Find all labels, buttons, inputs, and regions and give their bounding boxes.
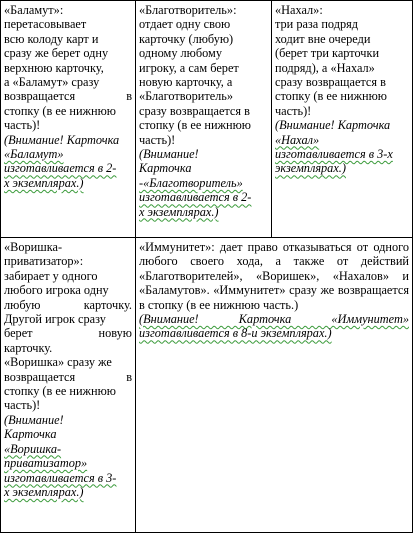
card-vorishka-line: «Воришка» сразу же [4, 355, 112, 370]
card-immunitet-cell [135, 237, 413, 533]
card-balamut-line: сразу же берет одну [4, 46, 109, 61]
card-nahal-line: стопку (в ее нижнюю [275, 89, 387, 104]
card-vorishka-line: любого игрока одну [4, 283, 109, 298]
card-balamut-line: часть)! [4, 118, 41, 133]
card-nahal-line: три раза подряд [275, 17, 359, 32]
card-blagotvoritel-name: «Благотворитель»: [139, 3, 237, 17]
card-balamut-line: возвращается в [4, 89, 132, 104]
card-vorishka-cell [0, 237, 136, 533]
card-blagotvoritel-note: х экземплярах.) [139, 204, 219, 219]
card-vorishka-line: карточку. [4, 340, 53, 355]
card-immunitet-text: «Иммунитет»: дает право отказываться от одного любого своего хода, а также от действий «Благотворителей», «Воришек», «Нахалов» и «Баламутов». «Иммунитет» сразу же возвращается в стопку (в ее нижнюю часть.) [139, 240, 409, 312]
card-blagotvoritel-line: одному любому [139, 46, 222, 61]
card-vorishka-line: берет новую [4, 326, 132, 341]
card-nahal-note: изготавливается в 3-х [275, 147, 393, 162]
card-balamut-name: «Баламут»: [4, 3, 64, 17]
card-balamut-note: (Внимание! Карточка [4, 132, 120, 147]
card-blagotvoritel-note: (Внимание! [139, 147, 199, 162]
card-balamut-line: верхнюю карточку, [4, 60, 104, 75]
card-vorishka-name: «Воришка- [4, 240, 63, 254]
card-blagotvoritel-line: игроку, а сам берет [139, 60, 239, 75]
card-nahal-cell [271, 0, 413, 238]
card-vorishka-note: х экземплярах.) [4, 484, 84, 499]
card-blagotvoritel-line: часть)! [139, 132, 176, 147]
card-balamut-line: а «Баламут» сразу [4, 75, 100, 90]
card-nahal-name: «Нахал»: [275, 3, 323, 17]
card-immunitet-note: (Внимание! Карточка «Иммунитет» изготавливается в 8-и экземплярах.) [139, 312, 409, 341]
card-vorishka-line: Другой игрок сразу [4, 312, 106, 327]
card-nahal-note: «Нахал» [275, 132, 320, 147]
card-vorishka-line: возвращается в [4, 369, 132, 384]
card-blagotvoritel-line: стопку (в ее нижнюю [139, 118, 251, 133]
card-blagotvoritel-line: новую карточку, а [139, 75, 233, 90]
card-blagotvoritel-line: «Благотворитель» [139, 89, 234, 104]
card-vorishka-line: любую карточку. [4, 297, 132, 312]
card-nahal-line: ходит вне очереди [275, 31, 371, 46]
card-vorishka-note: (Внимание! [4, 412, 64, 427]
card-vorishka-note: приватизатор» [4, 456, 88, 471]
card-nahal-note: экземплярах.) [275, 161, 346, 176]
card-blagotvoritel-line: отдает одну свою [139, 17, 231, 32]
card-balamut-line: всю колоду карт и [4, 31, 99, 46]
card-vorishka-note: «Воришка- [4, 441, 62, 456]
card-nahal-line: (берет три карточки [275, 46, 380, 61]
card-nahal-note: (Внимание! Карточка [275, 118, 391, 133]
card-nahal-line: сразу возвращается в [275, 75, 386, 90]
card-blagotvoritel-line: сразу возвращается в [139, 103, 250, 118]
card-blagotvoritel-note: изготавливается в 2- [139, 190, 252, 205]
card-balamut-cell [0, 0, 136, 238]
card-vorishka-line: стопку (в ее нижнюю [4, 384, 116, 399]
card-blagotvoritel-cell [135, 0, 272, 238]
card-vorishka-note: изготавливается в 3- [4, 470, 117, 485]
card-vorishka-line: часть)! [4, 398, 41, 413]
card-vorishka-line: забирает у одного [4, 268, 98, 283]
card-blagotvoritel-note: -«Благотворитель» [139, 175, 243, 190]
card-blagotvoritel-note: Карточка [139, 161, 192, 176]
card-balamut-line: стопку (в ее нижнюю [4, 103, 116, 118]
card-blagotvoritel-line: карточку (любую) [139, 31, 234, 46]
card-balamut-line: перетасовывает [4, 17, 87, 32]
card-balamut-note: изготавливается в 2- [4, 161, 117, 176]
card-balamut-note: х экземплярах.) [4, 175, 84, 190]
card-balamut-note: «Баламут» [4, 147, 64, 162]
card-nahal-line: подряд), а «Нахал» [275, 60, 375, 75]
card-vorishka-line: приватизатор»: [4, 254, 84, 269]
card-vorishka-note: Карточка [4, 427, 57, 442]
card-nahal-line: часть)! [275, 103, 312, 118]
